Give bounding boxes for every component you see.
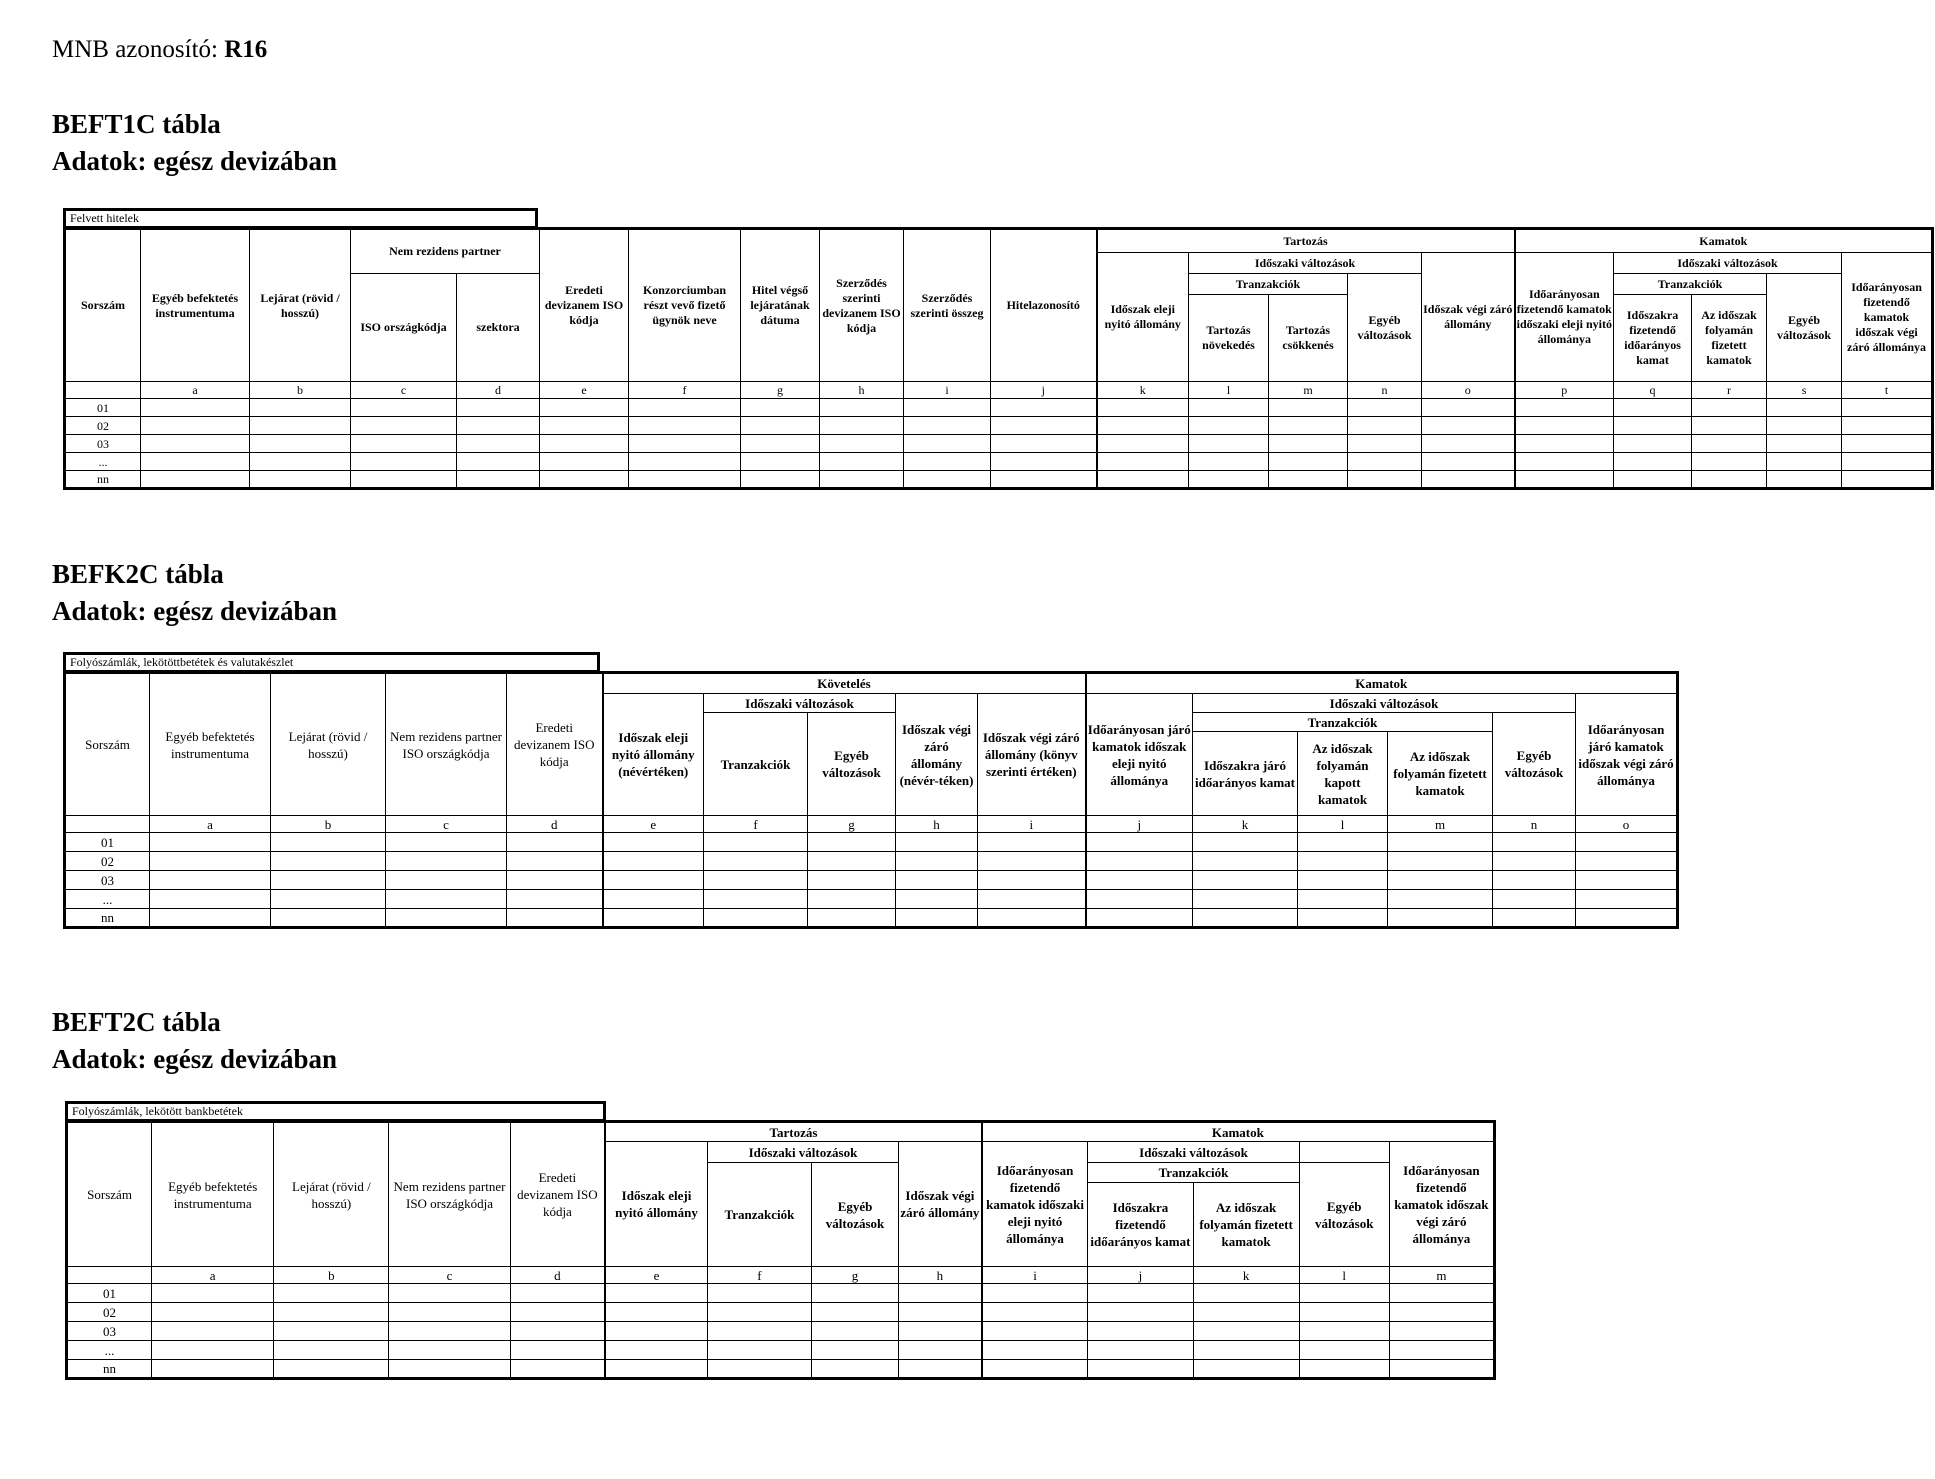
col-eredeti-devizanem: Eredeti devizanem ISO kódja bbox=[540, 229, 629, 382]
letter-cell: t bbox=[1842, 382, 1933, 399]
group-kamatok: Kamatok bbox=[982, 1122, 1495, 1142]
col-nem-rezidens-partner: Nem rezidens partner ISO országkódja bbox=[389, 1122, 510, 1267]
col-idoszak-eleji: Időszak eleji nyitó állomány bbox=[1097, 253, 1189, 382]
letter-cell: b bbox=[271, 816, 386, 833]
col-kamat-vegi: Időarányosan fizetendő kamatok időszak végi záró állománya bbox=[1842, 253, 1933, 382]
beft2c-table-label: Folyószámlák, lekötött bankbetétek bbox=[65, 1101, 606, 1120]
beft1c-heading bbox=[52, 106, 337, 180]
group-kamat-idoszaki-valtozasok: Időszaki változások bbox=[1614, 253, 1842, 274]
row-number: nn bbox=[65, 471, 141, 489]
row-number: nn bbox=[67, 1360, 152, 1379]
table-row bbox=[65, 871, 1678, 890]
letter-row bbox=[67, 1267, 1495, 1284]
col-sorszam: Sorszám bbox=[65, 229, 141, 382]
row-number: nn bbox=[65, 909, 150, 928]
beft1c-title: BEFT1C tábla bbox=[52, 109, 221, 139]
col-nem-rezidens-partner: Nem rezidens partner ISO országkódja bbox=[386, 673, 507, 816]
letter-cell: g bbox=[808, 816, 896, 833]
col-egyeb-valtozasok: Egyéb változások bbox=[1348, 274, 1422, 382]
befk2c-heading bbox=[52, 556, 337, 630]
col-kamat-vegi: Időarányosan fizetendő kamatok időszak végi záró állománya bbox=[1389, 1142, 1494, 1267]
letter-cell: f bbox=[707, 1267, 811, 1284]
letter-cell: s bbox=[1767, 382, 1842, 399]
group-tartozas: Tartozás bbox=[605, 1122, 982, 1142]
letter-cell: o bbox=[1422, 382, 1515, 399]
letter-cell: g bbox=[811, 1267, 898, 1284]
col-idoszak-vegi: Időszak végi záró állomány bbox=[1422, 253, 1515, 382]
col-eredeti-devizanem: Eredeti devizanem ISO kódja bbox=[510, 1122, 605, 1267]
group-kamat-tranzakciok: Tranzakciók bbox=[1088, 1163, 1299, 1183]
row-number: ... bbox=[67, 1341, 152, 1360]
letter-cell: a bbox=[152, 1267, 274, 1284]
beft2c-table bbox=[65, 1120, 1496, 1380]
beft1c-table bbox=[63, 227, 1934, 490]
col-kamat-egyeb-valtozasok: Egyéb változások bbox=[1767, 274, 1842, 382]
col-kamat-fizetett: Az időszak folyamán fizetett kamatok bbox=[1692, 295, 1767, 382]
letter-cell: p bbox=[1515, 382, 1614, 399]
mnb-value: R16 bbox=[224, 36, 268, 63]
col-konzorcium: Konzorciumban részt vevő fizető ügynök neve bbox=[629, 229, 741, 382]
table-row bbox=[65, 833, 1678, 852]
col-egyeb-befektetes: Egyéb befektetés instrumentuma bbox=[152, 1122, 274, 1267]
group-kamat-tranzakciok: Tranzakciók bbox=[1614, 274, 1767, 295]
table-row bbox=[67, 1303, 1495, 1322]
group-idoszaki-valtozasok: Időszaki változások bbox=[1189, 253, 1422, 274]
letter-cell: r bbox=[1692, 382, 1767, 399]
col-idoszak-vegi-konyv: Időszak végi záró állomány (könyv szerinti értéken) bbox=[978, 694, 1086, 816]
row-number: 01 bbox=[65, 833, 150, 852]
letter-cell: n bbox=[1348, 382, 1422, 399]
col-nem-rezidens-partner: Nem rezidens partner bbox=[351, 229, 540, 274]
letter-cell: a bbox=[141, 382, 250, 399]
col-idoszak-vegi: Időszak végi záró állomány bbox=[899, 1142, 982, 1267]
table-row bbox=[65, 399, 1933, 417]
col-kamat-jaro: Időszakra járó időarányos kamat bbox=[1193, 732, 1298, 816]
group-kamat-idoszaki-valtozasok: Időszaki változások bbox=[1193, 694, 1576, 713]
letter-cell: m bbox=[1389, 1267, 1494, 1284]
col-lejarat: Lejárat (rövid / hosszú) bbox=[250, 229, 351, 382]
letter-cell: l bbox=[1299, 1267, 1389, 1284]
letter-cell: c bbox=[351, 382, 457, 399]
letter-cell: k bbox=[1193, 1267, 1299, 1284]
beft2c-subtitle: Adatok: egész devizában bbox=[52, 1044, 337, 1074]
table-row bbox=[65, 890, 1678, 909]
col-lejarat: Lejárat (rövid / hosszú) bbox=[271, 673, 386, 816]
row-number: 01 bbox=[67, 1284, 152, 1303]
col-hitel-vegso-lejarat: Hitel végső lejáratának dátuma bbox=[741, 229, 820, 382]
group-kamat-idoszaki-valtozasok: Időszaki változások bbox=[1088, 1142, 1299, 1163]
letter-cell: i bbox=[904, 382, 991, 399]
letter-cell: f bbox=[704, 816, 808, 833]
befk2c-table bbox=[63, 671, 1679, 929]
table-row bbox=[67, 1322, 1495, 1341]
col-egyeb-valtozasok: Egyéb változások bbox=[811, 1163, 898, 1267]
letter-cell: c bbox=[389, 1267, 510, 1284]
row-number: 02 bbox=[65, 417, 141, 435]
letter-cell: g bbox=[741, 382, 820, 399]
col-kamat-fizetett: Az időszak folyamán fizetett kamatok bbox=[1388, 732, 1493, 816]
letter-cell: m bbox=[1388, 816, 1493, 833]
letter-row bbox=[65, 816, 1678, 833]
col-idoszak-vegi-nevertek: Időszak végi záró állomány (névér-téken) bbox=[896, 694, 978, 816]
letter-cell: h bbox=[899, 1267, 982, 1284]
table-row bbox=[65, 453, 1933, 471]
letter-cell: l bbox=[1189, 382, 1269, 399]
letter-cell: a bbox=[150, 816, 271, 833]
group-kovetelés: Követelés bbox=[603, 673, 1086, 694]
col-hitelazonosito: Hitelazonosító bbox=[991, 229, 1097, 382]
befk2c-title: BEFK2C tábla bbox=[52, 559, 224, 589]
letter-cell: j bbox=[991, 382, 1097, 399]
group-kamatok: Kamatok bbox=[1086, 673, 1678, 694]
col-lejarat: Lejárat (rövid / hosszú) bbox=[274, 1122, 389, 1267]
col-egyeb-befektetes: Egyéb befektetés instrumentuma bbox=[141, 229, 250, 382]
row-number: 03 bbox=[65, 435, 141, 453]
col-eredeti-devizanem: Eredeti devizanem ISO kódja bbox=[507, 673, 603, 816]
row-number: ... bbox=[65, 890, 150, 909]
befk2c-table-label: Folyószámlák, lekötöttbetétek és valutakészlet bbox=[63, 652, 600, 671]
beft1c-table-label: Felvett hitelek bbox=[63, 208, 538, 227]
col-idoszak-eleji: Időszak eleji nyitó állomány (névértéken) bbox=[603, 694, 704, 816]
col-szerzodes-devizanem: Szerződés szerinti devizanem ISO kódja bbox=[820, 229, 904, 382]
col-kamat-eleji: Időarányosan fizetendő kamatok időszaki eleji nyitó állománya bbox=[982, 1142, 1088, 1267]
letter-cell: o bbox=[1576, 816, 1678, 833]
letter-cell: h bbox=[820, 382, 904, 399]
befk2c-subtitle: Adatok: egész devizában bbox=[52, 596, 337, 626]
table-row bbox=[67, 1284, 1495, 1303]
group-idoszaki-valtozasok: Időszaki változások bbox=[704, 694, 896, 713]
letter-cell: e bbox=[603, 816, 704, 833]
row-number: 02 bbox=[65, 852, 150, 871]
group-kamat-tranzakciok: Tranzakciók bbox=[1193, 713, 1493, 732]
letter-cell: m bbox=[1269, 382, 1348, 399]
mnb-label: MNB azonosító: bbox=[52, 36, 225, 63]
table-row bbox=[67, 1341, 1495, 1360]
col-kamat-kapott: Az időszak folyamán kapott kamatok bbox=[1298, 732, 1388, 816]
group-kamatok: Kamatok bbox=[1515, 229, 1933, 253]
beft1c-subtitle: Adatok: egész devizában bbox=[52, 146, 337, 176]
table-row bbox=[65, 909, 1678, 928]
letter-cell: j bbox=[1086, 816, 1193, 833]
letter-cell: l bbox=[1298, 816, 1388, 833]
letter-cell: k bbox=[1097, 382, 1189, 399]
letter-cell: f bbox=[629, 382, 741, 399]
letter-cell: d bbox=[457, 382, 540, 399]
letter-cell: n bbox=[1493, 816, 1576, 833]
mnb-identifier bbox=[52, 36, 267, 64]
table-row bbox=[65, 471, 1933, 489]
col-sorszam: Sorszám bbox=[67, 1122, 152, 1267]
letter-cell: q bbox=[1614, 382, 1692, 399]
col-tranzakciok: Tranzakciók bbox=[704, 713, 808, 816]
col-idoszak-eleji: Időszak eleji nyitó állomány bbox=[605, 1142, 707, 1267]
letter-row bbox=[65, 382, 1933, 399]
table-row bbox=[65, 417, 1933, 435]
letter-cell: h bbox=[896, 816, 978, 833]
letter-cell: e bbox=[605, 1267, 707, 1284]
row-number: 02 bbox=[67, 1303, 152, 1322]
group-tartozas: Tartozás bbox=[1097, 229, 1515, 253]
col-tartozas-novekedes: Tartozás növekedés bbox=[1189, 295, 1269, 382]
row-number: 01 bbox=[65, 399, 141, 417]
col-egyeb-valtozasok: Egyéb változások bbox=[808, 713, 896, 816]
letter-cell: d bbox=[510, 1267, 605, 1284]
table-row bbox=[65, 852, 1678, 871]
col-iso-orszagkod: ISO országkódja bbox=[351, 274, 457, 382]
beft2c-title: BEFT2C tábla bbox=[52, 1007, 221, 1037]
group-idoszaki-valtozasok: Időszaki változások bbox=[707, 1142, 898, 1163]
col-kamat-eleji: Időarányosan fizetendő kamatok időszaki eleji nyitó állománya bbox=[1515, 253, 1614, 382]
col-sorszam: Sorszám bbox=[65, 673, 150, 816]
table-row bbox=[67, 1360, 1495, 1379]
beft2c-heading bbox=[52, 1004, 337, 1078]
row-number: 03 bbox=[67, 1322, 152, 1341]
col-egyeb-befektetes: Egyéb befektetés instrumentuma bbox=[150, 673, 271, 816]
table-row bbox=[65, 435, 1933, 453]
col-kamat-egyeb-valtozasok: Egyéb változások bbox=[1493, 713, 1576, 816]
letter-cell: k bbox=[1193, 816, 1298, 833]
row-number: ... bbox=[65, 453, 141, 471]
letter-cell: j bbox=[1088, 1267, 1193, 1284]
letter-cell: b bbox=[250, 382, 351, 399]
letter-cell: e bbox=[540, 382, 629, 399]
letter-cell: i bbox=[978, 816, 1086, 833]
col-szektora: szektora bbox=[457, 274, 540, 382]
col-tartozas-csokkenes: Tartozás csökkenés bbox=[1269, 295, 1348, 382]
group-tranzakciok: Tranzakciók bbox=[1189, 274, 1348, 295]
col-tranzakciok: Tranzakciók bbox=[707, 1163, 811, 1267]
col-kamat-fizetendo: Időszakra fizetendő időarányos kamat bbox=[1614, 295, 1692, 382]
row-number: 03 bbox=[65, 871, 150, 890]
col-kamat-eleji: Időarányosan járó kamatok időszak eleji nyitó állománya bbox=[1086, 694, 1193, 816]
col-szerzodes-osszeg: Szerződés szerinti összeg bbox=[904, 229, 991, 382]
letter-cell: d bbox=[507, 816, 603, 833]
letter-cell: i bbox=[982, 1267, 1088, 1284]
col-kamat-fizetendo: Időszakra fizetendő időarányos kamat bbox=[1088, 1183, 1193, 1267]
letter-cell: c bbox=[386, 816, 507, 833]
col-kamat-fizetett: Az időszak folyamán fizetett kamatok bbox=[1193, 1183, 1299, 1267]
col-kamat-vegi: Időarányosan járó kamatok időszak végi záró állománya bbox=[1576, 694, 1678, 816]
letter-cell: b bbox=[274, 1267, 389, 1284]
col-kamat-egyeb-valtozasok: Egyéb változások bbox=[1299, 1163, 1389, 1267]
